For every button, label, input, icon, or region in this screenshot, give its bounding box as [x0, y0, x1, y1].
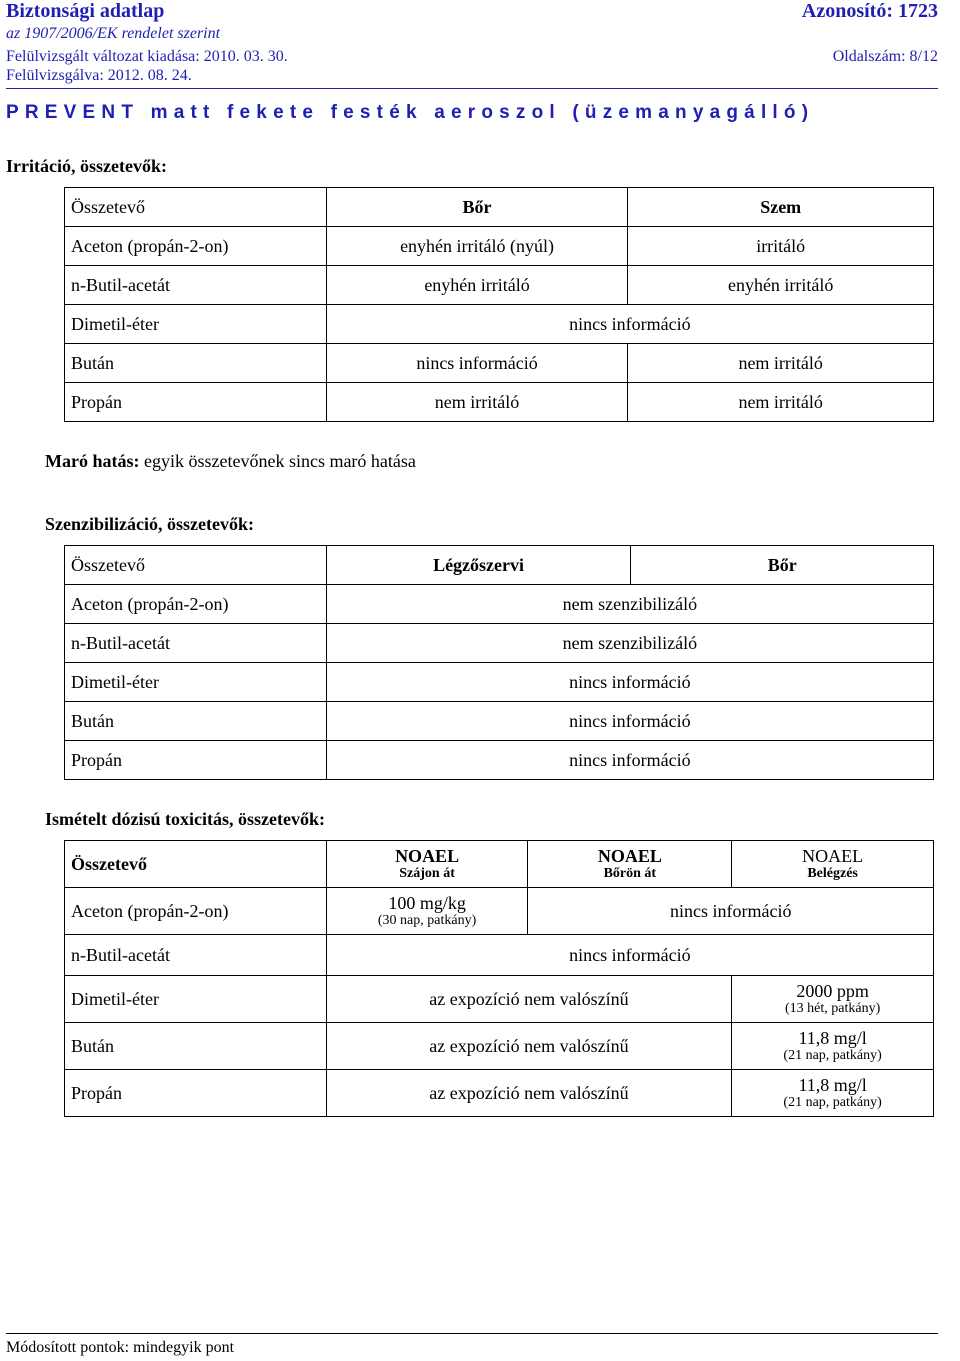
column-header: Összetevő: [65, 546, 327, 585]
merged-value: nincs információ: [326, 663, 933, 702]
oral-header-label: NOAEL: [395, 846, 460, 866]
table-header-row: [65, 546, 934, 585]
skin-value: enyhén irritáló (nyúl): [326, 227, 628, 266]
component-name: Aceton (propán-2-on): [65, 585, 327, 624]
table-row: [65, 1023, 934, 1070]
table-row: [65, 888, 934, 935]
table-row: [65, 741, 934, 780]
page-number: Oldalszám: 8/12: [832, 48, 938, 65]
eye-value: irritáló: [628, 227, 934, 266]
inhalation-value: [732, 976, 934, 1023]
merged-value: nincs információ: [528, 888, 934, 935]
inhalation-dose: 11,8 mg/l: [798, 1028, 867, 1048]
oral-dose: 100 mg/kg: [388, 893, 466, 913]
table-row: [65, 266, 934, 305]
table-row: [65, 344, 934, 383]
inhalation-header-label: NOAEL: [802, 846, 864, 866]
component-name: Propán: [65, 1070, 327, 1117]
merged-value: nem szenzibilizáló: [326, 585, 933, 624]
merged-value: nincs információ: [326, 935, 933, 976]
eye-value: nem irritáló: [628, 344, 934, 383]
corrosive-label: Maró hatás:: [45, 451, 140, 471]
sensitization-heading: [45, 514, 254, 535]
sensitization-table: [64, 545, 934, 780]
oral-note: (30 nap, patkány): [377, 913, 477, 928]
skin-value: nem irritáló: [326, 383, 628, 422]
component-name: Propán: [65, 741, 327, 780]
component-name: Bután: [65, 702, 327, 741]
inhalation-header: [732, 841, 934, 888]
oral-value: [326, 888, 528, 935]
merged-value: az expozíció nem valószínű: [326, 1070, 732, 1117]
table-row: [65, 935, 934, 976]
merged-value: az expozíció nem valószínű: [326, 976, 732, 1023]
inhalation-value: [732, 1070, 934, 1117]
corrosive-text: egyik összetevőnek sincs maró hatása: [139, 451, 416, 471]
skin-value: nincs információ: [326, 344, 628, 383]
column-header: Bőr: [631, 546, 934, 585]
component-name: n-Butil-acetát: [65, 935, 327, 976]
merged-value: az expozíció nem valószínű: [326, 1023, 732, 1070]
oral-header-sub: Szájon át: [399, 866, 455, 881]
table-row: [65, 585, 934, 624]
repeated-dose-heading: [45, 809, 325, 830]
merged-value: nem szenzibilizáló: [326, 624, 933, 663]
component-name: Bután: [65, 1023, 327, 1070]
component-name: Dimetil-éter: [65, 976, 327, 1023]
inhalation-value: [732, 1023, 934, 1070]
table-row: [65, 663, 934, 702]
merged-value: nincs információ: [326, 741, 933, 780]
skin-value: enyhén irritáló: [326, 266, 628, 305]
regulation-note: az 1907/2006/EK rendelet szerint: [6, 25, 221, 42]
table-row: [65, 624, 934, 663]
table-row: [65, 702, 934, 741]
dermal-header: [528, 841, 732, 888]
column-header: Bőr: [326, 188, 628, 227]
table-row: [65, 1070, 934, 1117]
irritation-heading: Irritáció, összetevők:: [6, 156, 167, 176]
table-header-row: [65, 188, 934, 227]
eye-value: enyhén irritáló: [628, 266, 934, 305]
component-name: Propán: [65, 383, 327, 422]
oral-header: [326, 841, 528, 888]
revision-issue-date: Felülvizsgált változat kiadása: 2010. 03. 30.: [6, 48, 288, 65]
component-name: Dimetil-éter: [65, 663, 327, 702]
table-row: [65, 976, 934, 1023]
table-header-row: [65, 841, 934, 888]
component-name: Aceton (propán-2-on): [65, 227, 327, 266]
irritation-table: [64, 187, 934, 422]
table-row: [65, 227, 934, 266]
merged-value: nincs információ: [326, 305, 933, 344]
table-row: [65, 305, 934, 344]
inhalation-header-sub: Belégzés: [807, 866, 858, 881]
product-name: PREVENT matt fekete festék aeroszol (üzemanyagálló): [6, 102, 815, 123]
component-name: Dimetil-éter: [65, 305, 327, 344]
revised-date: Felülvizsgálva: 2012. 08. 24.: [6, 67, 192, 84]
inhalation-note: (21 nap, patkány): [783, 1048, 882, 1063]
document-id: Azonosító: 1723: [801, 0, 938, 22]
corrosive-statement: [45, 451, 416, 472]
column-header: Összetevő: [65, 841, 327, 888]
document-title: Biztonsági adatlap: [6, 0, 165, 22]
inhalation-note: (21 nap, patkány): [783, 1095, 882, 1110]
component-name: Aceton (propán-2-on): [65, 888, 327, 935]
column-header: Szem: [628, 188, 934, 227]
column-header: Légzőszervi: [326, 546, 631, 585]
eye-value: nem irritáló: [628, 383, 934, 422]
table-row: [65, 383, 934, 422]
component-name: n-Butil-acetát: [65, 266, 327, 305]
inhalation-dose: 2000 ppm: [796, 981, 869, 1001]
component-name: n-Butil-acetát: [65, 624, 327, 663]
repeated-dose-table: [64, 840, 934, 1117]
column-header: Összetevő: [65, 188, 327, 227]
merged-value: nincs információ: [326, 702, 933, 741]
dermal-header-label: NOAEL: [597, 846, 662, 866]
footer-note: Módosított pontok: mindegyik pont: [6, 1339, 235, 1356]
inhalation-note: (13 hét, patkány): [784, 1001, 881, 1016]
dermal-header-sub: Bőrön át: [603, 866, 657, 881]
footer-divider: [6, 1333, 938, 1334]
component-name: Bután: [65, 344, 327, 383]
repeated-dose-heading-text: Ismételt dózisú toxicitás, összetevők:: [45, 809, 325, 829]
sensitization-heading-text: Szenzibilizáció, összetevők:: [45, 514, 254, 534]
inhalation-dose: 11,8 mg/l: [798, 1075, 867, 1095]
header-divider: [6, 88, 938, 89]
